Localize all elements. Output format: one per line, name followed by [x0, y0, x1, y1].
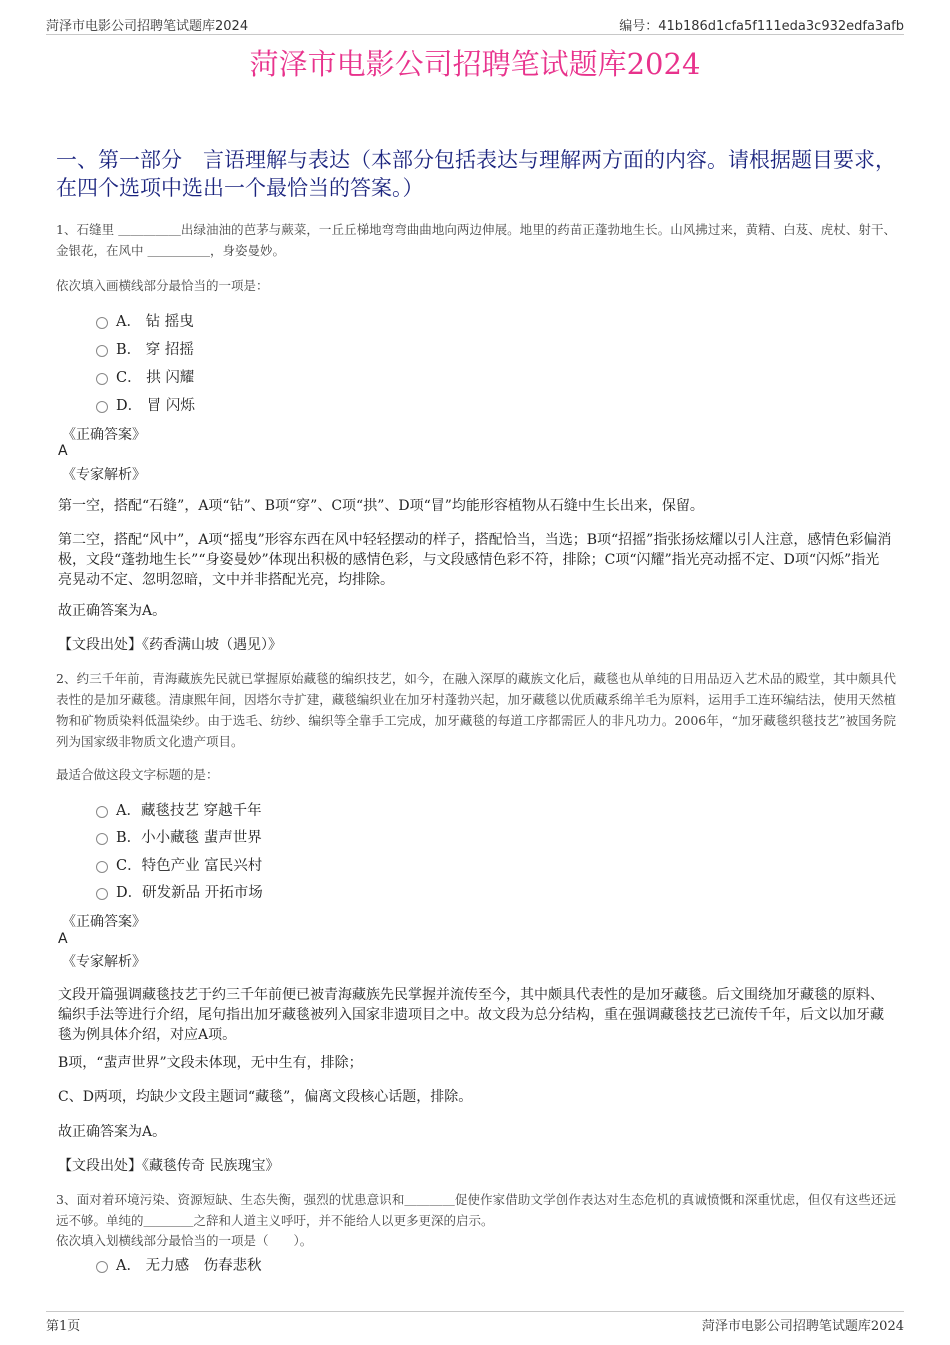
question-3-option-a[interactable]: A． 无力感 伤春悲秋	[96, 1254, 262, 1274]
page-footer	[46, 1311, 904, 1334]
question-1-option-d[interactable]: D． 冒 闪烁	[96, 394, 195, 414]
question-1-answer: A	[58, 443, 68, 459]
question-2-analysis-p4: 故正确答案为A。	[58, 1124, 167, 1140]
question-1-analysis-p1: 第一空，搭配“石缝”，A项“钻”、B项“穿”、C项“拱”、D项“冒”均能形容植物从石缝中生长出来，保留。	[58, 498, 704, 514]
radio-icon[interactable]	[96, 373, 108, 385]
question-3-text: 3、面对着环境污染、资源短缺、生态失衡，强烈的忧患意识和＿＿＿＿促使作家借助文学创作表达对生态危机的真诚愤慨和深重忧虑，但仅有这些还远远不够。单纯的＿＿＿＿之辞和人道主义呼吁，并不能给人以更多更深的启示。	[56, 1192, 896, 1228]
question-1-option-c[interactable]: C． 拱 闪耀	[96, 366, 194, 386]
question-1-analysis-p3: 故正确答案为A。	[58, 603, 167, 619]
header-left-text: 菏泽市电影公司招聘笔试题库2024	[46, 19, 249, 34]
page-title: 菏泽市电影公司招聘笔试题库2024	[249, 47, 701, 81]
radio-icon[interactable]	[96, 888, 108, 900]
question-1-option-a[interactable]: A． 钻 摇曳	[96, 310, 194, 330]
question-2-answer: A	[58, 931, 68, 947]
question-2-prompt: 最适合做这段文字标题的是：	[56, 767, 219, 782]
page-number: 第1页	[46, 1319, 81, 1334]
section-heading: 一、第一部分 言语理解与表达（本部分包括表达与理解两方面的内容。请根据题目要求，在四个选项中选出一个最恰当的答案。）	[56, 148, 896, 200]
page-header	[46, 14, 904, 35]
question-1-analysis-p2: 第二空，搭配“风中”，A项“摇曳”形容东西在风中轻轻摆动的样子，搭配恰当，当选；B项“招摇”指张扬炫耀以引人注意，感情色彩偏消极，文段“蓬勃地生长”“身姿曼妙”体现出积极的感情色彩，与文段感情色彩不符，排除；C项“闪耀”指光亮动摇不定、D项“闪烁”指光亮晃动不定、忽明忽暗，文中并非搭配光亮，均排除。	[58, 532, 892, 588]
question-2-text: 2、约三千年前，青海藏族先民就已掌握原始藏毯的编织技艺，如今，在融入深厚的藏族文化后，藏毯也从单纯的日用品迈入艺术品的殿堂，其中颇具代表性的是加牙藏毯。清康熙年间，因塔尔寺扩建，藏毯编织业在加牙村蓬勃兴起，加牙藏毯以优质藏系绵羊毛为原料，运用手工连环编结法，使用天然植物和矿物质染料低温染纱。由于选毛、纺纱、编织等全靠手工完成，加牙藏毯的每道工序都需匠人的非凡功力。2006年，“加牙藏毯织毯技艺”被国务院列为国家级非物质文化遗产项目。	[56, 671, 896, 749]
question-2-option-a[interactable]: A．藏毯技艺 穿越千年	[96, 799, 262, 819]
radio-icon[interactable]	[96, 317, 108, 329]
question-2-option-b[interactable]: B．小小藏毯 蜚声世界	[96, 826, 262, 846]
question-2-analysis-p1: 文段开篇强调藏毯技艺于约三千年前便已被青海藏族先民掌握并流传至今，其中颇具代表性的是加牙藏毯。后文围绕加牙藏毯的原料、编织手法等进行介绍，尾句指出加牙藏毯被列入国家非遗项目之中。故文段为总分结构，重在强调藏毯技艺已流传千年，后文以加牙藏毯为例具体介绍，对应A项。	[58, 987, 884, 1043]
radio-icon[interactable]	[96, 806, 108, 818]
question-1-analysis-label: 《专家解析》	[62, 467, 146, 483]
radio-icon[interactable]	[96, 861, 108, 873]
question-1-text: 1、石缝里 ＿＿＿＿＿出绿油油的芭茅与蕨菜，一丘丘梯地弯弯曲曲地向两边伸展。地里的药苗正蓬勃地生长。山风拂过来，黄精、白芨、虎杖、射干、金银花，在风中 ＿＿＿＿＿，身姿曼妙。	[56, 222, 896, 258]
question-2-analysis-p2: B项，“蜚声世界”文段未体现，无中生有，排除；	[58, 1055, 363, 1071]
radio-icon[interactable]	[96, 345, 108, 357]
question-2-option-c[interactable]: C．特色产业 富民兴村	[96, 854, 262, 874]
question-3-prompt: 依次填入划横线部分最恰当的一项是（ ）。	[56, 1233, 313, 1248]
question-2-option-d[interactable]: D．研发新品 开拓市场	[96, 881, 263, 901]
question-1-prompt: 依次填入画横线部分最恰当的一项是：	[56, 278, 269, 293]
question-1-answer-label: 《正确答案》	[62, 427, 146, 443]
question-1-source: 【文段出处】《药香满山坡（遇见）》	[58, 637, 282, 653]
question-1-option-b[interactable]: B． 穿 招摇	[96, 338, 194, 358]
header-serial-number: 编号：41b186d1cfa5f111eda3c932edfa3afb	[619, 19, 904, 34]
question-2-analysis-label: 《专家解析》	[62, 954, 146, 970]
question-2-answer-label: 《正确答案》	[62, 914, 146, 930]
radio-icon[interactable]	[96, 833, 108, 845]
question-2-analysis-p3: C、D两项，均缺少文段主题词“藏毯”，偏离文段核心话题，排除。	[58, 1089, 473, 1105]
radio-icon[interactable]	[96, 1261, 108, 1273]
question-2-source: 【文段出处】《藏毯传奇 民族瑰宝》	[58, 1158, 280, 1174]
footer-title: 菏泽市电影公司招聘笔试题库2024	[701, 1319, 904, 1334]
radio-icon[interactable]	[96, 401, 108, 413]
